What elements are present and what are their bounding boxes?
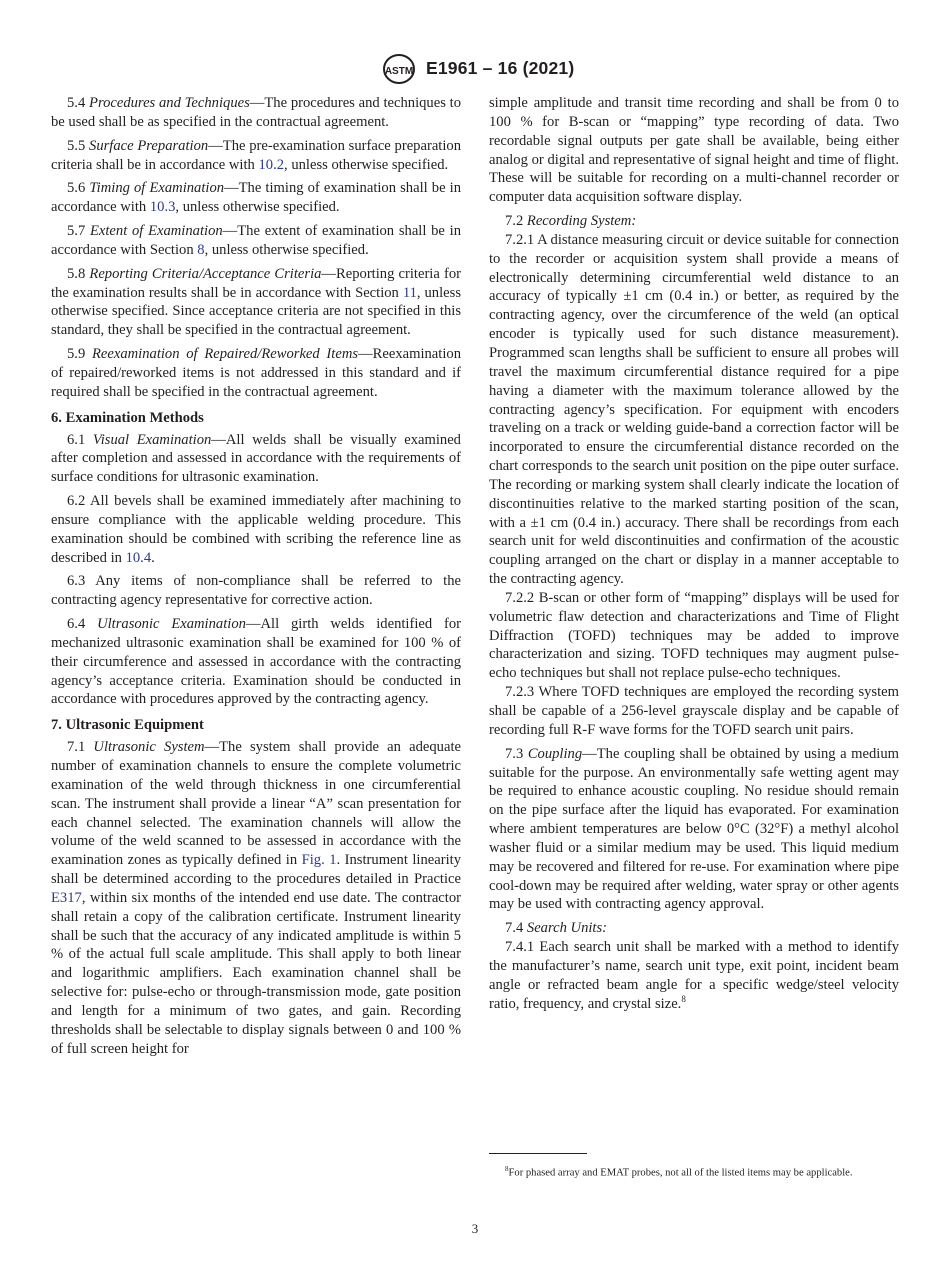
link-10-2[interactable]: 10.2: [258, 156, 285, 173]
section-5-5: 5.5 Surface Preparation—The pre-examination surface preparation criteria shall be in accordance with 10.2, unless otherwise specified.: [51, 137, 461, 173]
link-fig-1[interactable]: Fig. 1: [301, 852, 337, 869]
footnote-divider: [489, 1153, 587, 1154]
astm-logo-icon: [382, 52, 416, 86]
section-7-4-1: 7.4.1 Each search unit shall be marked with a method to identify the manufacturer’s name, search unit type, exit point, incident beam angle or refracted beam angle for a specific wedge/steel velocity ratio, frequency, and crystal size.$^8$: [489, 939, 899, 1012]
logo-text: ASTM: [384, 66, 414, 77]
heading-ultrasonic-equipment: 7. Ultrasonic Equipment: [51, 717, 204, 734]
right-column: [489, 94, 899, 1014]
heading-examination-methods: 6. Examination Methods: [51, 409, 204, 426]
link-e317[interactable]: E317: [51, 889, 82, 906]
section-7-2-1: 7.2.1 A distance measuring circuit or device suitable for connection to the recorder or acquisition system shall provide a means of electronically determining circumferential weld distance to an accuracy of typically ±1 cm (0.4 in.) or better, as required by the contracting agency, over the circumference of the weld (an optical encoder is typically used for such distance measurement). Programmed scan lengths shall be sufficient to ensure all probes will travel the maximum circumferential distance required for a pipe having a diameter with the maximum tolerance allowed by the contracting agency’s specification. For equipment with encoders traveling on a track or welding guide-band a correction factor will be incorporated to ensure the circumferential distance recorded on the chart corresponds to the search unit position on the pipe outer surface. The recording or marking system shall clearly indicate the location of discontinuities relative to the marked starting position of the scan, with a ±1 cm (0.4 in.) accuracy. There shall be recordings from each search unit for weld discontinuities and confirmation of the acoustic coupling arranged on the chart or display in a manner acceptable to the contracting agency.: [489, 231, 899, 588]
section-6-1: 6.1 Visual Examination—All welds shall be visually examined after completion and assessed in accordance with the requirements of surface conditions for ultrasonic examination.: [51, 431, 461, 486]
standard-id: E1961 – 16 (2021): [426, 58, 575, 78]
section-5-4: 5.4 Procedures and Techniques—The procedures and techniques to be used shall be as specified in the contractual agreement.: [51, 95, 461, 130]
page-number: 3: [471, 1221, 479, 1236]
section-7-2-2: 7.2.2 B-scan or other form of “mapping” displays will be used for volumetric flaw detection and characterizations and Time of Flight Diffraction (TOFD) techniques may be added to improve characterization and sizing. TOFD techniques may augment pulse-echo techniques but shall not replace pulse-echo techniques.: [489, 589, 899, 682]
section-7-1: 7.1 Ultrasonic System—The system shall provide an adequate number of examination channels to ensure the complete volumetric examination of the weld through thickness in one circumferential scan. The instrument shall provide a linear “A” scan presentation for each channel selected. The examination channels will allow the volume of the weld scanned to be assessed in accordance with the examination zones as typically defined in Fig. 1. Instrument linearity shall be determined according to the procedures detailed in Practice E317, within six months of the intended end use date. The contractor shall retain a copy of the calibration certificate. Instrument linearity shall be such that the accuracy of any indicated amplitude is within 5 % of the actual full scale amplitude. This shall apply to both linear and logarithmic amplifiers. Each examination channel shall be selective for: pulse-echo or through-transmission mode, gate position and length for a minimum of two gates, and gain. Recording thresholds shall be selectable to display signals between 0 and 100 % of full screen height for: [51, 739, 461, 1057]
section-5-9: 5.9 Reexamination of Repaired/Reworked Items—Reexamination of repaired/reworked items is not addressed in this standard and if required shall be specified in the contractual agreement.: [51, 346, 461, 400]
continued-paragraph: simple amplitude and transit time recording and shall be from 0 to 100 % for B-scan or “mapping” type recording of data. Two recordable signal outputs per gate shall be available, being either analog or digital and representative of signal height and time of flight. These will be suitable for recording on a multi-channel recorder or computer data acquisition software display.: [489, 95, 899, 206]
section-6-3: 6.3 Any items of non-compliance shall be referred to the contracting agency representative for corrective action.: [51, 573, 461, 609]
footnote: $^8$For phased array and EMAT probes, not all of the listed items may be applicable.: [505, 1165, 853, 1179]
link-section-11[interactable]: 11: [402, 284, 417, 301]
page-header: [0, 58, 950, 84]
link-10-3[interactable]: 10.3: [149, 199, 176, 216]
left-column: [51, 94, 461, 1059]
link-section-8[interactable]: 8: [197, 241, 205, 258]
section-7-4: 7.4 Search Units:: [505, 920, 608, 937]
section-7-2-3: 7.2.3 Where TOFD techniques are employed the recording system shall be capable of a 256-level grayscale display and be capable of recording full R-F wave forms for the TOFD search unit pairs.: [489, 684, 899, 738]
section-5-8: 5.8 Reporting Criteria/Acceptance Criteria—Reporting criteria for the examination results shall be in accordance with Section 11, unless otherwise specified. Since acceptance criteria are not specified in this standard, they shall be specified in the contractual agreement.: [51, 265, 462, 339]
section-6-4: 6.4 Ultrasonic Examination—All girth welds identified for mechanized ultrasonic examination shall be examined for 100 % of their circumference and assessed in accordance with the contracting agency’s acceptance criteria. Examination should be conducted in accordance with procedures approved by the contracting agency.: [51, 616, 461, 708]
section-5-6: 5.6 Timing of Examination—The timing of examination shall be in accordance with 10.3, unless otherwise specified.: [51, 180, 462, 216]
footnote-mark: 8: [505, 1165, 509, 1173]
link-10-4[interactable]: 10.4: [125, 549, 152, 566]
section-7-3: 7.3 Coupling—The coupling shall be obtained by using a medium suitable for the purpose. An environmentally safe wetting agent may be required to enhance acoustic coupling. No residue should remain on the pipe surface after the liquid has evaporated. For examination where ambient temperatures are below 0°C (32°F) a methyl alcohol washer fluid or a similar medium may be used. This liquid medium may be recovered and filtered for re-use. For examination where pipe cool-down may be required after welding, water spray or other agents may be used with contracting agency approval.: [489, 745, 900, 913]
section-6-2: 6.2 All bevels shall be examined immediately after machining to ensure compliance with the applicable welding procedure. This examination should be combined with scribing the reference line as described in 10.4.: [51, 493, 461, 566]
section-5-7: 5.7 Extent of Examination—The extent of examination shall be in accordance with Section 8, unless otherwise specified.: [51, 223, 461, 258]
section-7-2: 7.2 Recording System:: [505, 213, 637, 230]
footnote-ref[interactable]: 8: [681, 993, 686, 1004]
